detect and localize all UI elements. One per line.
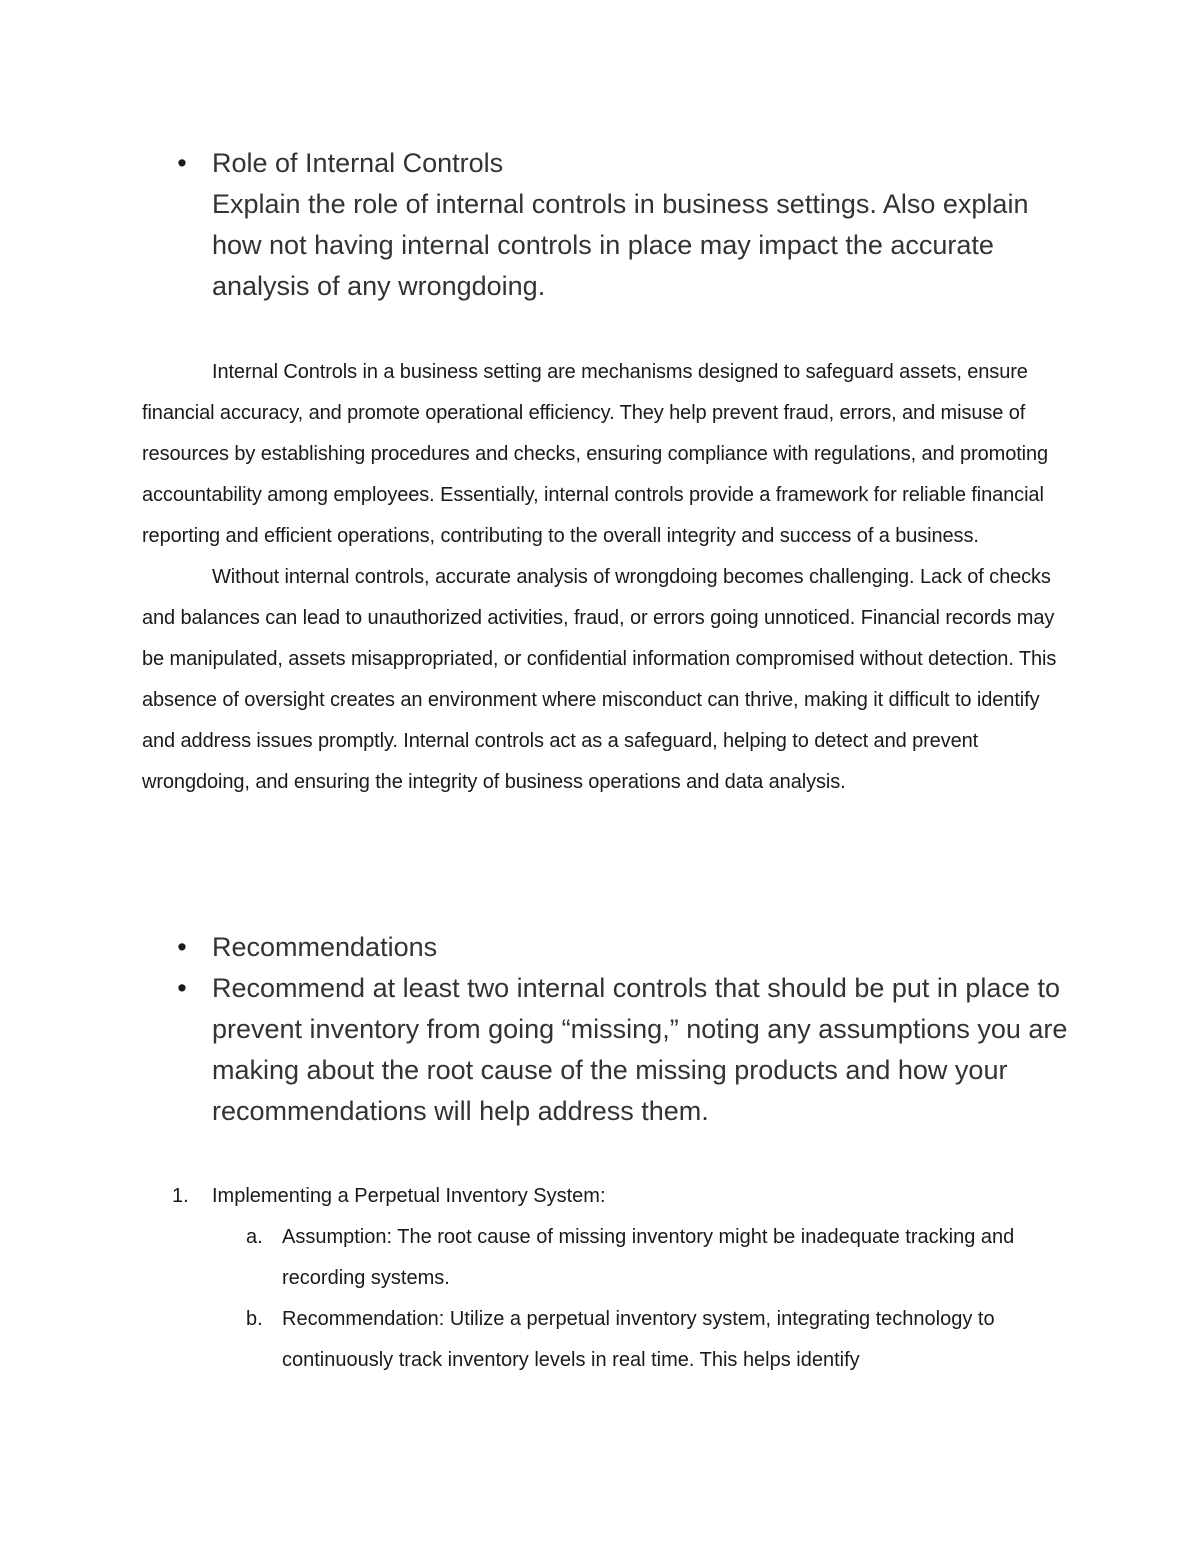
sub-list-item-b	[172, 1299, 1052, 1381]
section2-bullet-prompt	[176, 968, 1076, 1132]
section1-bullet	[176, 143, 1076, 307]
list-item	[172, 1176, 1052, 1217]
sub-list-text: Recommendation: Utilize a perpetual inventory system, integrating technology to continuously track inventory levels in real time. This helps identify	[282, 1308, 995, 1371]
section2-prompt: Recommend at least two internal controls that should be put in place to prevent inventory from going “missing,” noting any assumptions you are making about the root cause of the missing products and how your recommendations will help address them.	[212, 973, 1068, 1126]
list-item-title: Implementing a Perpetual Inventory System:	[212, 1185, 606, 1207]
section2-bullet-heading	[176, 927, 1076, 968]
sub-list-text: Assumption: The root cause of missing inventory might be inadequate tracking and recording systems.	[282, 1226, 1015, 1289]
section1-prompt: Explain the role of internal controls in business settings. Also explain how not having internal controls in place may impact the accurate analysis of any wrongdoing.	[212, 189, 1029, 301]
bullet-icon: •	[177, 148, 187, 178]
answer-paragraph-2	[142, 557, 1072, 803]
recommendation-list	[172, 1176, 1052, 1381]
section1-heading: Role of Internal Controls	[212, 148, 504, 178]
sub-list-marker: b.	[246, 1308, 263, 1330]
list-number: 1.	[172, 1185, 189, 1207]
section1-answer	[142, 352, 1072, 803]
section2-bullet-block	[176, 927, 1076, 1132]
sub-list-item-a	[172, 1217, 1052, 1299]
answer-paragraph-2-text: Without internal controls, accurate analysis of wrongdoing becomes challenging. Lack of checks and balances can lead to unauthorized activities, fraud, or errors going unnoticed. Financial records may be manipulated, assets misappropriated, or confidential information compromised without detection. This absence of oversight creates an environment where misconduct can thrive, making it difficult to identify and address issues promptly. Internal controls act as a safeguard, helping to detect and prevent wrongdoing, and ensuring the integrity of business operations and data analysis.	[142, 566, 1057, 793]
section2-heading: Recommendations	[212, 932, 438, 962]
bullet-icon: •	[177, 932, 187, 962]
section1-bullet-block	[176, 143, 1076, 307]
answer-paragraph-1-text: Internal Controls in a business setting are mechanisms designed to safeguard assets, ensure financial accuracy, and promote operational efficiency. They help prevent fraud, errors, and misuse of resources by establishing procedures and checks, ensuring compliance with regulations, and promoting accountability among employees. Essentially, internal controls provide a framework for reliable financial reporting and efficient operations, contributing to the overall integrity and success of a business.	[142, 361, 1049, 547]
answer-paragraph-1	[142, 352, 1072, 557]
sub-list-marker: a.	[246, 1226, 263, 1248]
bullet-icon: •	[177, 973, 187, 1003]
